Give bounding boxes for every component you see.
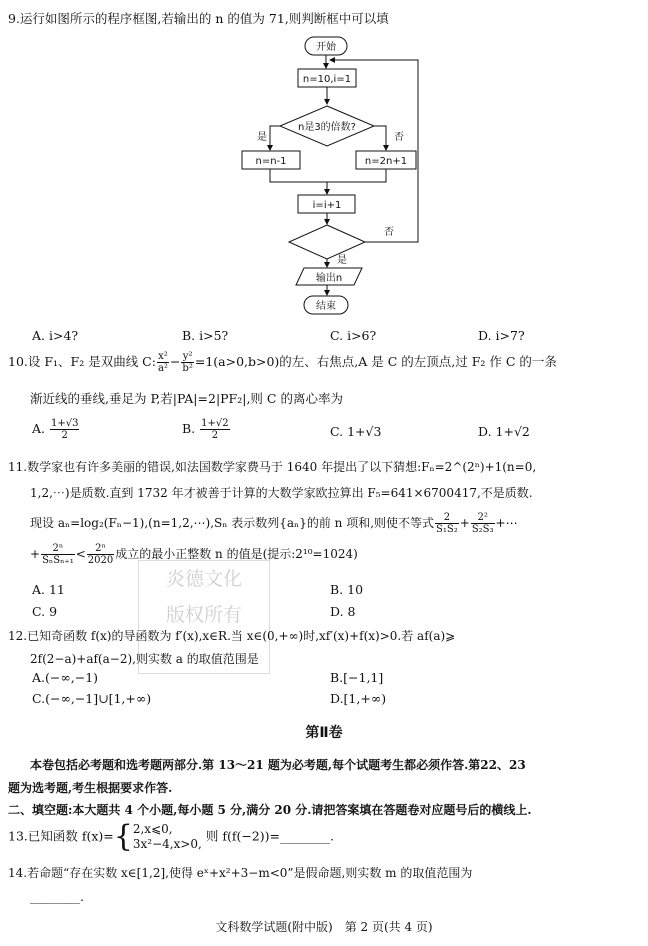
q9-option-b: B. i>5? <box>182 328 229 343</box>
q11-option-d: D. 8 <box>330 604 356 619</box>
q10-line1: 10.设 F₁、F₂ 是双曲线 C: $\frac{\text{x²}}{\text{a²}}$ − $\frac{\text{y²}}{\text{b²}}$ =1(a>0,b>0)的左、右焦点,A 是 C 的左顶点,过 F₂ 作 C 的一条 <box>8 351 557 374</box>
flow-exit-yes-label: 是 <box>337 255 347 266</box>
flow-incr-label: i=i+1 <box>312 200 342 211</box>
flow-yes-label: 是 <box>257 132 267 143</box>
q14-line2: ________. <box>30 889 84 904</box>
flow-left-label: n=n-1 <box>255 156 287 167</box>
q10-option-a: A. $\frac{1+√3}{2}$ <box>32 418 79 441</box>
flowchart <box>0 0 648 330</box>
watermark: 炎德文化 版权所有 <box>138 560 270 674</box>
flow-right-label: n=2n+1 <box>364 156 408 167</box>
q12-option-d: D.[1,+∞) <box>330 691 387 706</box>
flow-loop-no-label: 否 <box>384 227 394 238</box>
q10-line2: 渐近线的垂线,垂足为 P,若|PA|=2|PF₂|,则 C 的离心率为 <box>30 391 343 406</box>
q13: 13.已知函数 f(x)={2,x⩽0, 3x²−4,x>0, 则 f(f(−2))=________. <box>8 819 334 854</box>
flow-output-label: 输出n <box>315 273 343 284</box>
flow-end-label: 结束 <box>316 301 336 312</box>
q12-line1: 12.已知奇函数 f(x)的导函数为 f′(x),x∈R.当 x∈(0,+∞)时,xf′(x)+f(x)>0.若 af(a)⩾ <box>8 629 456 643</box>
q10-option-d: D. 1+√2 <box>478 424 530 439</box>
fill-in-header: 二、填空题:本大题共 4 个小题,每小题 5 分,满分 20 分.请把答案填在答题卷对应题号后的横线上. <box>8 803 532 817</box>
flow-no-label: 否 <box>394 132 404 143</box>
q11-option-b: B. 10 <box>330 582 364 597</box>
part2-desc1: 本卷包括必考题和选考题两部分.第 13～21 题为必考题,每个试题考生都必须作答.第22、23 <box>30 758 526 772</box>
flow-init-label: n=10,i=1 <box>302 74 352 85</box>
q12-option-b: B.[−1,1] <box>330 670 384 685</box>
q11-line3: 现设 aₙ=log₂(Fₙ−1),(n=1,2,⋯),Sₙ 表示数列{aₙ}的前 n 项和,则使不等式 $\frac{2}{\text{S₁S₂}}$ + $\frac{\text{2²}}{\text{S₂S₃}}$ +⋯ <box>30 512 518 535</box>
q9-option-a: A. i>4? <box>32 328 79 343</box>
q9-option-c: C. i>6? <box>330 328 377 343</box>
flow-loop-shape <box>289 225 365 259</box>
q12-option-c: C.(−∞,−1]∪[1,+∞) <box>32 691 152 706</box>
q9-stem: 9.运行如图所示的程序框图,若输出的 n 的值为 71,则判断框中可以填 <box>8 11 389 26</box>
q14-line1: 14.若命题“存在实数 x∈[1,2],使得 eˣ+x²+3−m<0”是假命题,则实数 m 的取值范围为 <box>8 866 473 880</box>
part2-desc2: 题为选考题,考生根据要求作答. <box>8 781 173 795</box>
part2-title: 第Ⅱ卷 <box>305 725 343 741</box>
q12-option-a: A.(−∞,−1) <box>32 670 99 685</box>
q11-line2: 1,2,⋯)是质数.直到 1732 年才被善于计算的大数学家欧拉算出 F₅=641×6700417,不是质数. <box>30 486 533 500</box>
q11-line4: + $\frac{\text{2ⁿ}}{\text{SₙSₙ₊₁}}$ < $\frac{\text{2ⁿ}}{2020}$ 成立的最小正整数 n 的值是(提示:2¹⁰=1024) <box>30 543 358 566</box>
flow-start-label: 开始 <box>316 42 336 53</box>
q10-option-b: B. $\frac{1+√2}{2}$ <box>182 418 229 441</box>
q9-option-d: D. i>7? <box>478 328 525 343</box>
q11-line1: 11.数学家也有许多美丽的错误,如法国数学家费马于 1640 年提出了以下猜想:Fₙ=2^(2ⁿ)+1(n=0, <box>8 460 537 474</box>
q10-option-c: C. 1+√3 <box>330 424 382 439</box>
q11-option-c: C. 9 <box>32 604 58 619</box>
q11-option-a: A. 11 <box>32 582 65 597</box>
q12-line2: 2f(2−a)+af(a−2),则实数 a 的取值范围是 <box>30 652 259 666</box>
flow-decision-label: n是3的倍数? <box>297 122 357 133</box>
page-footer: 文科数学试题(附中版) 第 2 页(共 4 页) <box>215 920 433 934</box>
